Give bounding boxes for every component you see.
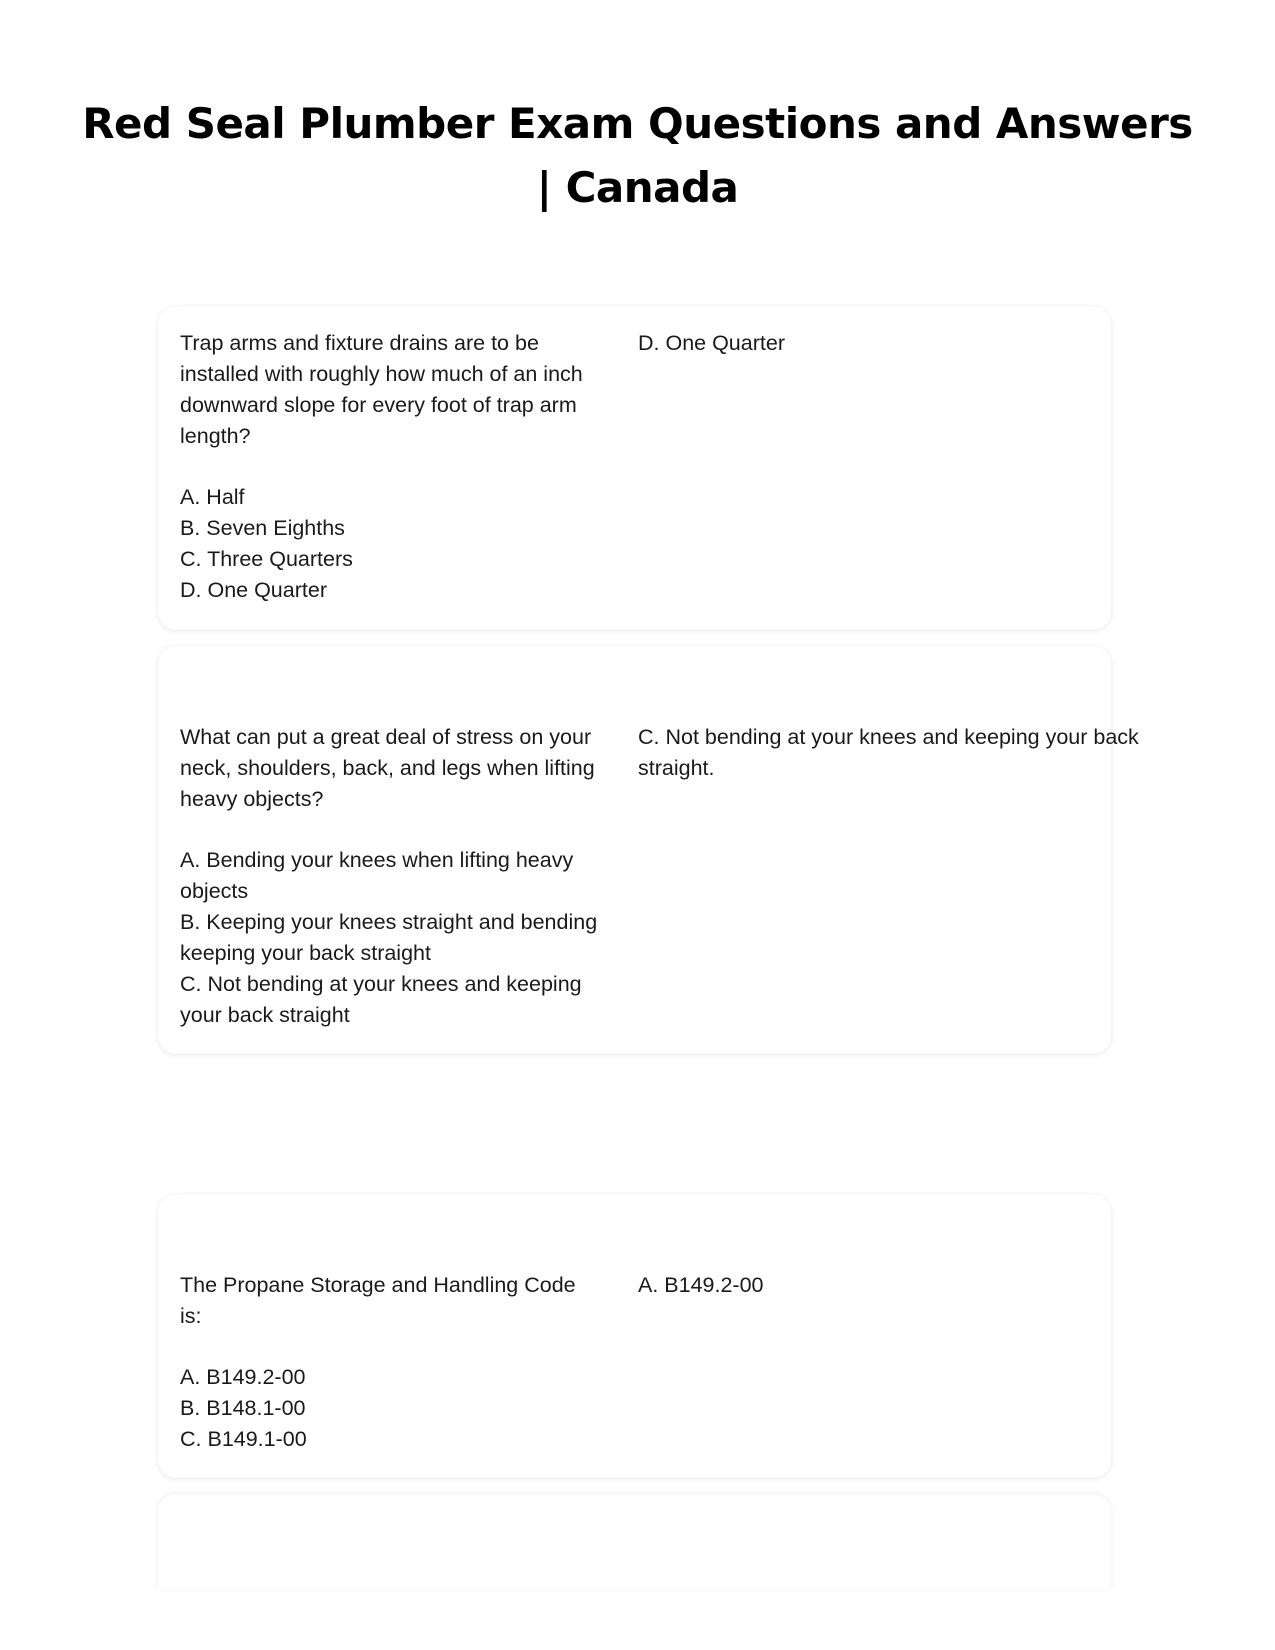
option-b: B. Seven Eighths [180,516,345,540]
option-d: D. One Quarter [180,578,327,602]
flashcard [158,646,1139,1054]
answer-options [180,482,600,606]
option-c: C. Not bending at your knees and keeping your back straight [180,972,582,1027]
answer-text: C. Not bending at your knees and keeping your back straight. [638,725,1139,780]
option-a: A. Bending your knees when lifting heavy objects [180,848,574,903]
answer-text: D. One Quarter [638,331,785,355]
option-a: A. B149.2-00 [180,1365,306,1389]
flashcard [158,1194,1111,1478]
option-c: C. B149.1-00 [180,1427,307,1451]
answer-options [180,1362,600,1455]
question-text: The Propane Storage and Handling Code is: [180,1273,576,1328]
flashcard-partial [158,1494,1111,1590]
option-c: C. Three Quarters [180,547,353,571]
question-text: Trap arms and fixture drains are to be installed with roughly how much of an inch downward slope for every foot of trap arm length? [180,331,583,448]
option-b: B. B148.1-00 [180,1396,306,1420]
answer-options [180,845,600,1031]
question-text: What can put a great deal of stress on your neck, shoulders, back, and legs when lifting heavy objects? [180,725,595,811]
answer-text: A. B149.2-00 [638,1273,764,1297]
option-b: B. Keeping your knees straight and bending keeping your back straight [180,910,598,965]
option-a: A. Half [180,485,245,509]
page-title: Red Seal Plumber Exam Questions and Answers | Canada [82,99,1193,212]
flashcard [158,306,1111,630]
